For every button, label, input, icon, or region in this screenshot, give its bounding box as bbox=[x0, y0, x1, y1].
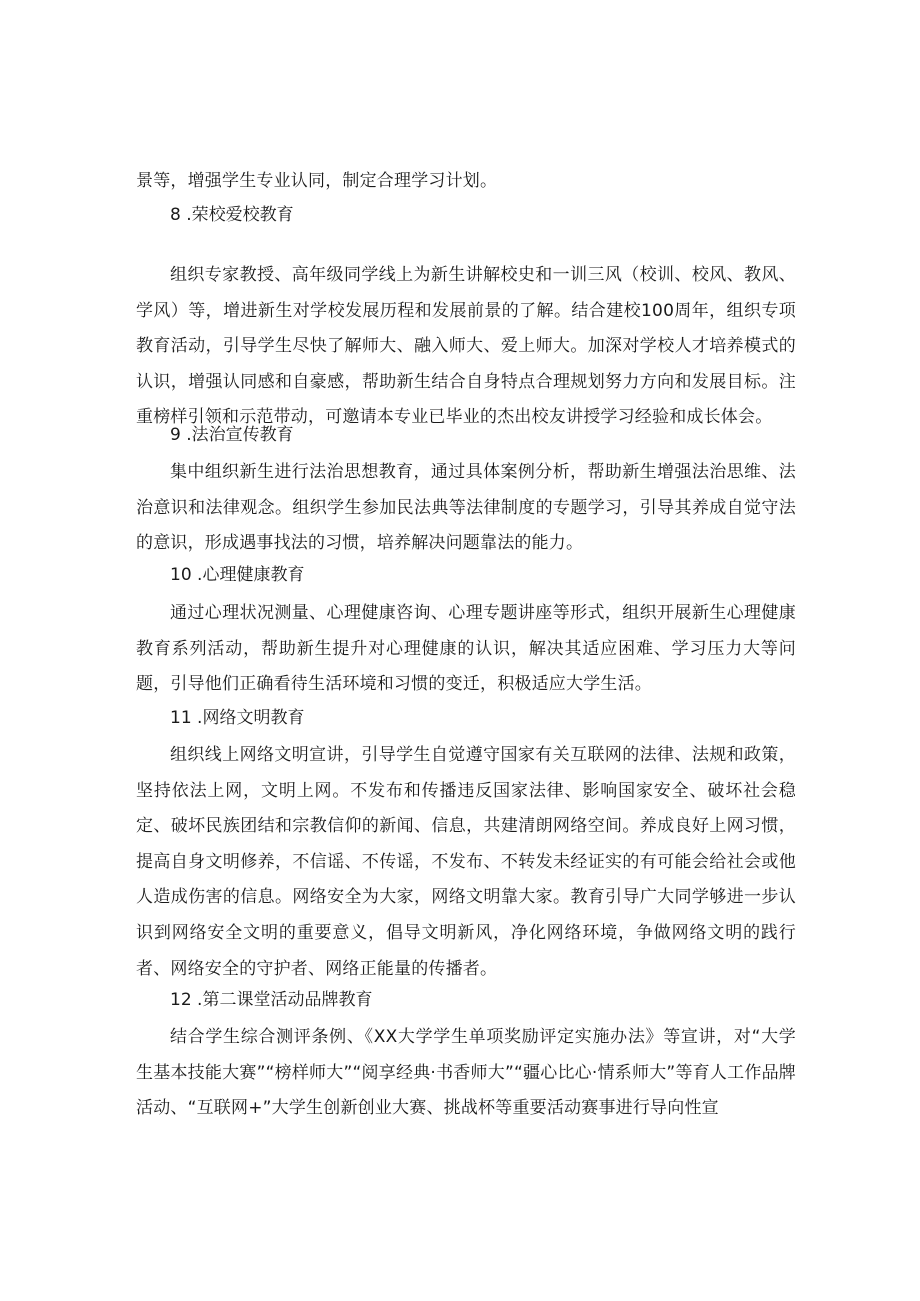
section-body-8: 组织专家教授、高年级同学线上为新生讲解校史和一训三风（校训、校风、教风、学风）等，增进新生对学校发展历程和发展前景的了解。结合建校100周年，组织专项教育活动，引导学生尽快了解师大、融入师大、爱上师大。加深对学校人才培养模式的认识，增强认同感和自豪感，帮助新生结合自身特点合理规划努力方向和发展目标。注重榜样引领和示范带动，可邀请本专业已毕业的杰出校友讲授学习经验和成长体会。 bbox=[136, 265, 796, 428]
section-heading-9: 9 .法治宣传教育 bbox=[170, 425, 294, 445]
section-heading-8: 8 .荣校爱校教育 bbox=[170, 205, 294, 225]
section-heading-11: 11 .网络文明教育 bbox=[170, 708, 305, 728]
section-heading-12: 12 .第二课堂活动品牌教育 bbox=[170, 990, 373, 1010]
section-body-10: 通过心理状况测量、心理健康咨询、心理专题讲座等形式，组织开展新生心理健康教育系列活动，帮助新生提升对心理健康的认识，解决其适应困难、学习压力大等问题，引导他们正确看待生活环境和习惯的变迁，积极适应大学生活。 bbox=[136, 603, 796, 695]
section-body-12: 结合学生综合测评条例、《XX大学学生单项奖励评定实施办法》等宣讲，对“大学生基本技能大赛”“榜样师大”“阅享经典·书香师大”“疆心比心·情系师大”等育人工作品牌活动、“互联网+”大学生创新创业大赛、挑战杯等重要活动赛事进行导向性宣 bbox=[136, 1027, 796, 1119]
section-body-9: 集中组织新生进行法治思想教育，通过具体案例分析，帮助新生增强法治思维、法治意识和法律观念。组织学生参加民法典等法律制度的专题学习，引导其养成自觉守法的意识，形成遇事找法的习惯，培养解决问题靠法的能力。 bbox=[136, 462, 796, 554]
continuation-text: 景等，增强学生专业认同，制定合理学习计划。 bbox=[136, 171, 498, 191]
section-heading-10: 10 .心理健康教育 bbox=[170, 565, 305, 585]
section-body-11: 组织线上网络文明宣讲，引导学生自觉遵守国家有关互联网的法律、法规和政策，坚持依法上网，文明上网。不发布和传播违反国家法律、影响国家安全、破坏社会稳定、破坏民族团结和宗教信仰的新闻、信息，共建清朗网络空间。养成良好上网习惯，提高自身文明修养，不信谣、不传谣，不发布、不转发未经证实的有可能会给社会或他人造成伤害的信息。网络安全为大家，网络文明靠大家。教育引导广大同学够进一步认识到网络安全文明的重要意义，倡导文明新风，净化网络环境，争做网络文明的践行者、网络安全的守护者、网络正能量的传播者。 bbox=[136, 745, 796, 979]
